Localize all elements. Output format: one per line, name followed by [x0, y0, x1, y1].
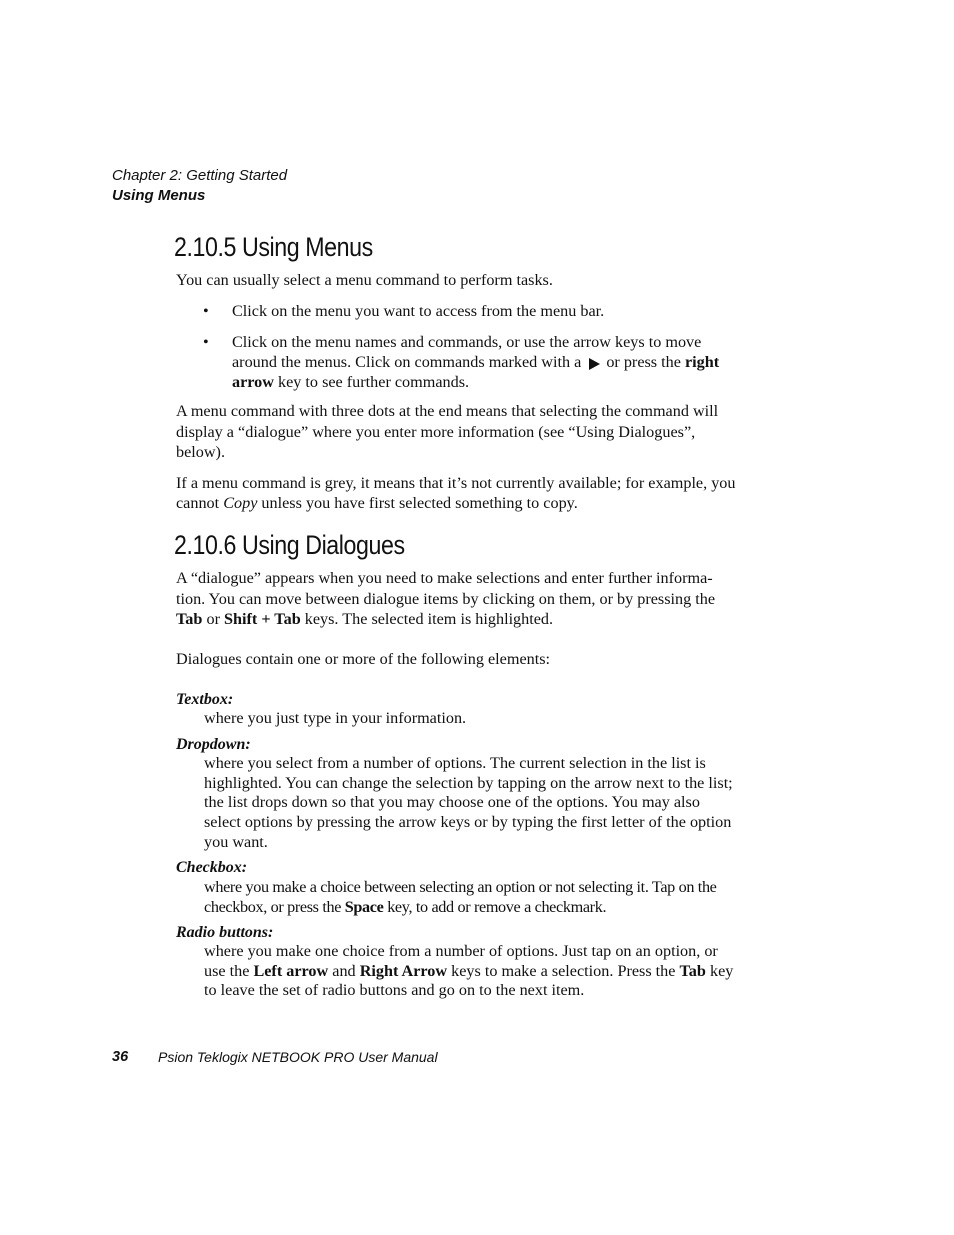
dialogues-para1-text [176, 568, 736, 630]
radio-def-part1: where you make one choice from a number of options. Just tap on an option, or use the [204, 942, 718, 980]
dialogues-para1-part3: keys. The selected item is highlighted. [304, 610, 554, 628]
radio-def-part2: and [332, 961, 356, 980]
running-header-section: Using Menus [112, 187, 206, 204]
term-dropdown: Dropdown: [176, 736, 251, 753]
bullet2-text-part2: or press the [606, 353, 681, 371]
menus-para2-copy: Copy [223, 494, 258, 512]
right-triangle-icon [589, 358, 600, 370]
dialogues-elements-intro [176, 649, 736, 669]
menus-paragraph-grey [176, 473, 736, 513]
definition-radio-buttons [204, 942, 739, 1001]
dialogues-para1-part2: or [206, 610, 220, 628]
dialogues-intro-paragraph [176, 568, 736, 630]
dialogues-para2-text: Dialogues contain one or more of the following elements: [176, 650, 551, 668]
definition-checkbox [204, 878, 739, 917]
bullet-glyph: • [203, 333, 209, 351]
menus-para2-part1: If a menu command is grey, it means that it’s not currently available; for example, you cannot [176, 474, 736, 512]
key-shift-tab: Shift + Tab [224, 610, 301, 628]
menus-paragraph-dots [176, 401, 736, 463]
page-number: 36 [112, 1049, 129, 1065]
radio-def-part3: keys to make a selection. Press the [451, 961, 676, 980]
key-space: Space [344, 897, 384, 916]
menus-intro-text: You can usually select a menu command to perform tasks. [176, 271, 553, 289]
key-left-arrow: Left arrow [253, 961, 329, 980]
definition-dropdown: where you select from a number of options. The current selection in the list is highlighted. You can change the selection by tapping on the arrow next to the list; the list drops down so that you may choose one of the options. You may also select options by pressing the arrow keys or by typing the first letter of the option you want. [204, 754, 733, 851]
term-checkbox: Checkbox: [176, 859, 248, 876]
section-title-using-dialogues: 2.10.6 Using Dialogues [174, 530, 405, 560]
checkbox-def-part1: where you make a choice between selecting an option or not selecting it. Tap on the checkbox, or press the [204, 878, 717, 916]
menus-para1-text: A menu command with three dots at the end means that selecting the command will display a “dialogue” where you enter more information (see “Using Dialogues”, below). [176, 402, 719, 461]
definition-textbox: where you just type in your information. [204, 709, 467, 727]
checkbox-def-part2: key, to add or remove a checkmark. [387, 897, 607, 916]
dialogues-para1-part1: A “dialogue” appears when you need to make selections and enter further informa-tion. You can move between dialogue items by clicking on them, or by pressing the [176, 569, 716, 608]
radio-def-part4: key to leave the set of radio buttons and go on to the next item. [204, 961, 734, 1000]
section-title-using-menus: 2.10.5 Using Menus [174, 232, 373, 262]
bullet2-key-right-arrow: right arrow [232, 353, 720, 391]
bullet-text-2 [232, 332, 742, 392]
bullet-glyph: • [203, 302, 209, 320]
term-textbox: Textbox: [176, 691, 234, 708]
footer-manual-title: Psion Teklogix NETBOOK PRO User Manual [158, 1049, 438, 1065]
key-right-arrow: Right Arrow [359, 961, 448, 980]
menus-para2-text [176, 473, 736, 513]
running-header-chapter: Chapter 2: Getting Started [112, 167, 288, 184]
key-tab: Tab [176, 610, 203, 628]
term-radio-buttons: Radio buttons: [176, 924, 274, 941]
key-tab-radio: Tab [679, 961, 706, 980]
bullet2-text-part3: key to see further commands. [278, 373, 470, 391]
bullet2-text-part1: Click on the menu names and commands, or use the arrow keys to move around the menus. Click on commands marked with a [232, 333, 702, 371]
menus-intro-paragraph [176, 270, 736, 290]
menus-para2-part2: unless you have first selected something to copy. [261, 494, 578, 512]
bullet-text-1: Click on the menu you want to access from the menu bar. [232, 302, 605, 320]
